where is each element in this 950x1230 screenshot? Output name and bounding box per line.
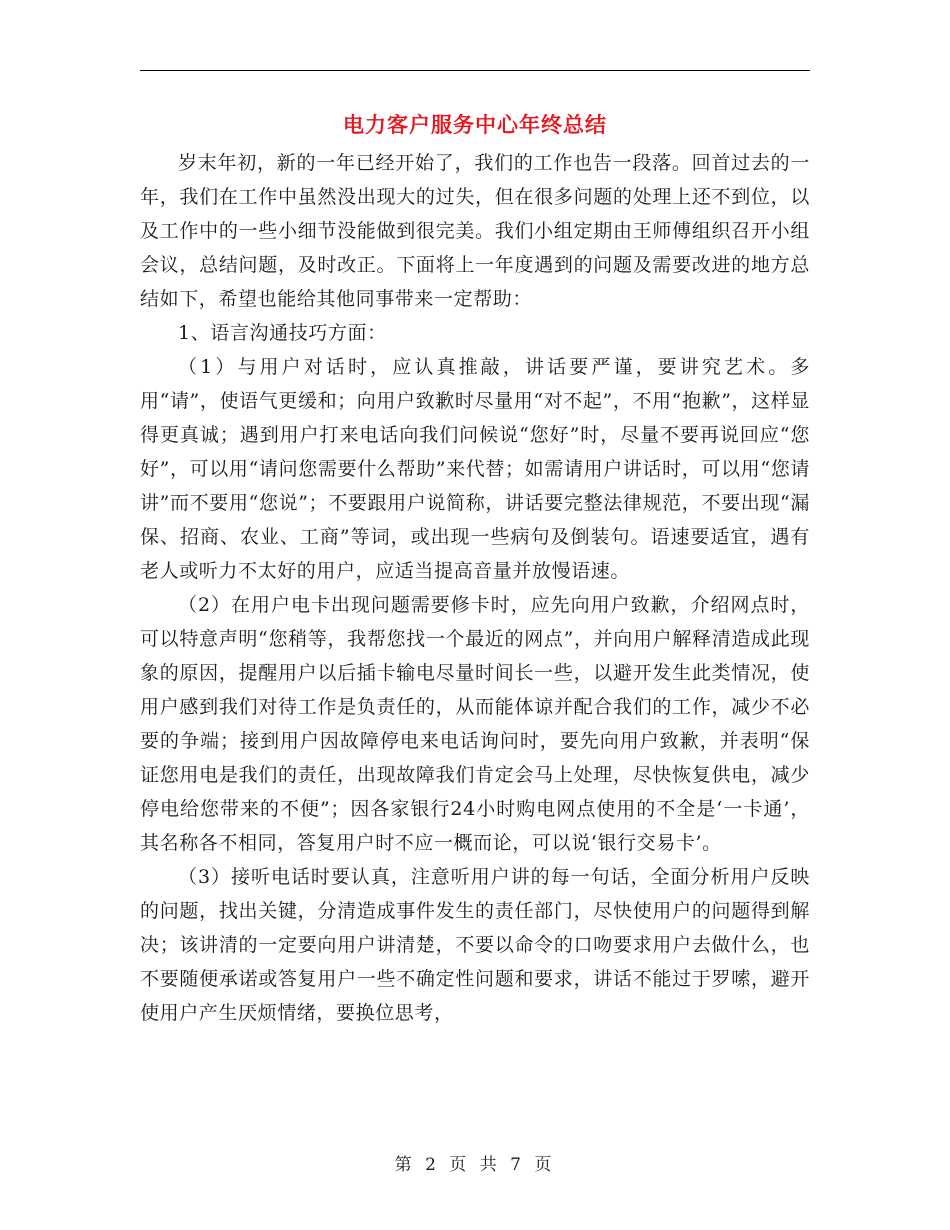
page-number-footer: 第 2 页 共 7 页 — [394, 1155, 556, 1175]
document-body — [140, 146, 810, 1030]
paragraph-item-3: （3）接听电话时要认真，注意听用户讲的每一句话，全面分析用户反映的问题，找出关键，分清造成事件发生的责任部门，尽快使用户的问题得到解决；该讲清的一定要向用户讲清楚，不要以命令的口吻要求用户去做什么，也不要随便承诺或答复用户一些不确定性问题和要求，讲话不能过于罗嗦，避开使用户产生厌烦情绪，要换位思考， — [140, 866, 810, 1024]
section-heading-language: 1、语言沟通技巧方面： — [178, 322, 387, 344]
paragraph-item-2: （2）在用户电卡出现问题需要修卡时，应先向用户致歉，介绍网点时，可以特意声明“您稍等，我帮您找一个最近的网点”，并向用户解释清造成此现象的原因，提醒用户以后插卡输电尽量时间长一些，以避开发生此类情况，使用户感到我们对待工作是负责任的，从而能体谅并配合我们的工作，减少不必要的争端；接到用户因故障停电来电话询问时，要先向用户致歉，并表明“保证您用电是我们的责任，出现故障我们肯定会马上处理，尽快恢复供电，减少停电给您带来的不便”；因各家银行24小时购电网点使用的不全是‘一卡通’，其名称各不相同，答复用户时不应一概而论，可以说‘银行交易卡’。 — [140, 594, 810, 854]
paragraph-item-1: （1）与用户对话时，应认真推敲，讲话要严谨，要讲究艺术。多用“请”，使语气更缓和；向用户致歉时尽量用“对不起”，不用“抱歉”，这样显得更真诚；遇到用户打来电话向我们问候说“您好”时，尽量不要再说回应“您好”，可以用“请问您需要什么帮助”来代替；如需请用户讲话时，可以用“您请讲”而不要用“您说”；不要跟用户说简称，讲话要完整法律规范，不要出现“漏保、招商、农业、工商”等词，或出现一些病句及倒装句。语速要适宜，遇有老人或听力不太好的用户，应适当提高音量并放慢语速。 — [140, 356, 810, 582]
header-rule — [140, 70, 810, 71]
paragraph-intro: 岁末年初，新的一年已经开始了，我们的工作也告一段落。回首过去的一年，我们在工作中虽然没出现大的过失，但在很多问题的处理上还不到位，以及工作中的一些小细节没能做到很完美。我们小组定期由王师傅组织召开小组会议，总结问题，及时改正。下面将上一年度遇到的问题及需要改进的地方总结如下，希望也能给其他同事带来一定帮助： — [140, 152, 810, 310]
document-title: 电力客户服务中心年终总结 — [343, 112, 607, 137]
